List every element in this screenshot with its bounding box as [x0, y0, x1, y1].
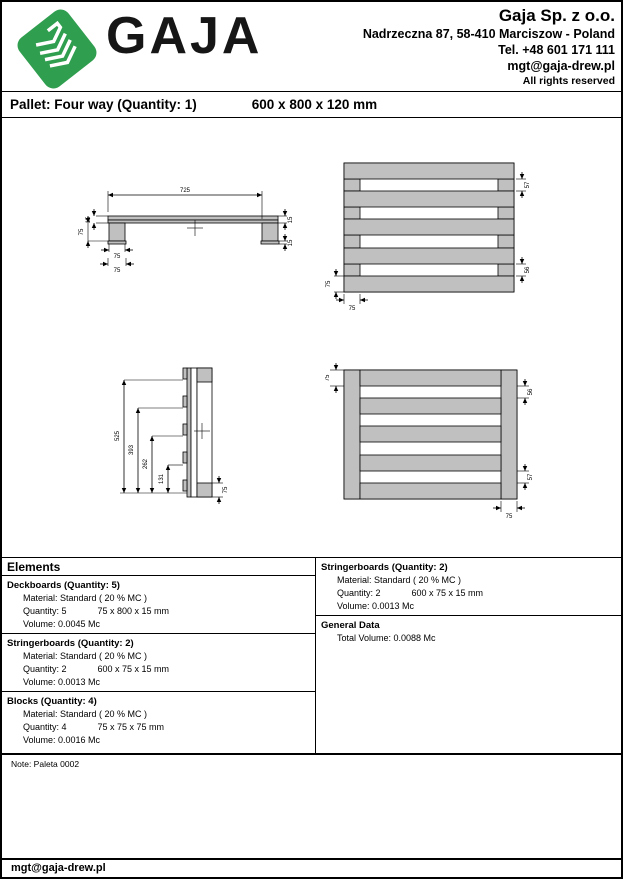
dim-393 [129, 408, 183, 493]
drawing-front-view [75, 183, 305, 281]
svg-text:75: 75 [223, 486, 229, 494]
svg-text:57: 57 [528, 473, 534, 481]
element-section-deckboards [2, 576, 315, 634]
section-quantity-row [337, 587, 621, 600]
section-material: Material: Standard ( 20 % MC ) [23, 651, 148, 661]
section-material: Material: Standard ( 20 % MC ) [23, 709, 148, 719]
dim-131 [159, 465, 183, 493]
section-heading: Stringerboards (Quantity: 2) [7, 638, 134, 649]
drawing-bottom-view [325, 350, 565, 522]
elements-column-right [316, 558, 621, 753]
svg-text:393: 393 [129, 444, 135, 456]
svg-text:15: 15 [288, 239, 294, 247]
elements-panel [2, 557, 621, 755]
section-quantity-row [23, 605, 315, 618]
dim-block-height [212, 476, 229, 504]
dim-deck-thickness [86, 209, 108, 230]
element-section-stringerboards [2, 634, 315, 692]
section-volume: Volume: 0.0016 Mc [23, 735, 101, 745]
svg-text:131: 131 [159, 473, 165, 485]
dim-stringer-width [493, 501, 525, 520]
svg-text:57: 57 [525, 181, 531, 189]
general-data-section [316, 616, 621, 753]
element-section-blocks [2, 692, 315, 753]
svg-text:75: 75 [505, 514, 513, 520]
section-heading: Deckboards (Quantity: 5) [7, 580, 120, 591]
section-quantity-row [23, 721, 315, 734]
svg-text:56: 56 [525, 266, 531, 274]
svg-text:15: 15 [86, 216, 92, 224]
deckboard-tabs [183, 368, 187, 491]
svg-text:56: 56 [528, 388, 534, 396]
header [2, 2, 621, 92]
company-address: Nadrzeczna 87, 58-410 Marciszow - Poland [362, 27, 615, 41]
company-phone: Tel. +48 601 171 111 [498, 43, 615, 57]
pallet-title: Pallet: Four way (Quantity: 1) [10, 97, 197, 112]
note-text: Note: Paleta 0002 [11, 759, 80, 769]
footer-email: mgt@gaja-drew.pl [11, 862, 106, 874]
title-bar [2, 92, 621, 118]
elements-column-left [2, 558, 316, 753]
section-volume: Volume: 0.0045 Mc [23, 619, 101, 629]
section-size: 75 x 75 x 75 mm [97, 722, 165, 732]
stringer-right [501, 370, 517, 499]
section-quantity-row [23, 663, 315, 676]
section-heading: Blocks (Quantity: 4) [7, 696, 97, 707]
svg-text:75: 75 [113, 254, 121, 260]
block-right [262, 223, 278, 241]
block-bottom [197, 483, 212, 497]
svg-text:525: 525 [115, 430, 121, 442]
section-size: 600 x 75 x 15 mm [411, 588, 484, 598]
section-volume: Volume: 0.0013 Mc [23, 677, 101, 687]
section-heading: Stringerboards (Quantity: 2) [321, 562, 448, 573]
elements-title: Elements [2, 558, 315, 576]
svg-text:15: 15 [288, 216, 294, 224]
company-info [363, 5, 615, 88]
svg-text:75: 75 [325, 374, 331, 382]
section-material: Material: Standard ( 20 % MC ) [23, 593, 148, 603]
dim-board-width [326, 269, 344, 299]
dim-board-width [325, 363, 344, 393]
gaja-logo-icon [8, 3, 106, 95]
block-top [197, 368, 212, 382]
dim-gap-bottom [516, 257, 531, 283]
svg-text:262: 262 [143, 458, 149, 470]
rights-reserved: All rights reserved [522, 75, 615, 87]
svg-text:75: 75 [348, 306, 356, 312]
drawing-top-view [322, 143, 552, 315]
stringer-left [344, 370, 360, 499]
section-quantity: Quantity: 5 [23, 606, 67, 616]
footer-bar [2, 858, 621, 877]
svg-text:725: 725 [179, 188, 191, 194]
dim-base-width [100, 258, 134, 274]
dim-right-top [278, 209, 294, 230]
dim-525 [115, 380, 183, 493]
company-email: mgt@gaja-drew.pl [507, 59, 615, 73]
section-volume: Volume: 0.0013 Mc [337, 601, 415, 611]
section-size: 600 x 75 x 15 mm [97, 664, 170, 674]
section-quantity: Quantity: 4 [23, 722, 67, 732]
dim-gap-bottom [517, 464, 534, 490]
total-volume: Total Volume: 0.0088 Mc [337, 633, 436, 643]
svg-text:75: 75 [79, 228, 85, 236]
section-size: 75 x 800 x 15 mm [97, 606, 170, 616]
company-name: Gaja Sp. z o.o. [498, 6, 615, 25]
dim-stringer-width [336, 294, 368, 312]
dim-gap-top [516, 172, 531, 198]
svg-text:75: 75 [326, 280, 332, 288]
dim-right-bottom [279, 234, 294, 251]
svg-text:75: 75 [113, 268, 121, 274]
dim-gap-top [517, 379, 534, 405]
general-data-heading: General Data [321, 620, 380, 631]
section-quantity: Quantity: 2 [337, 588, 381, 598]
drawing-side-view [100, 348, 250, 520]
dim-block-width [101, 244, 133, 260]
dim-span [108, 188, 262, 219]
block-left [109, 223, 125, 241]
logo-text: GAJA [106, 7, 263, 65]
dim-block-height [79, 216, 108, 248]
pallet-dimensions: 600 x 800 x 120 mm [251, 97, 378, 112]
section-quantity: Quantity: 2 [23, 664, 67, 674]
element-section-stringerboards-2 [316, 558, 621, 616]
section-material: Material: Standard ( 20 % MC ) [337, 575, 462, 585]
note-box [2, 755, 621, 858]
